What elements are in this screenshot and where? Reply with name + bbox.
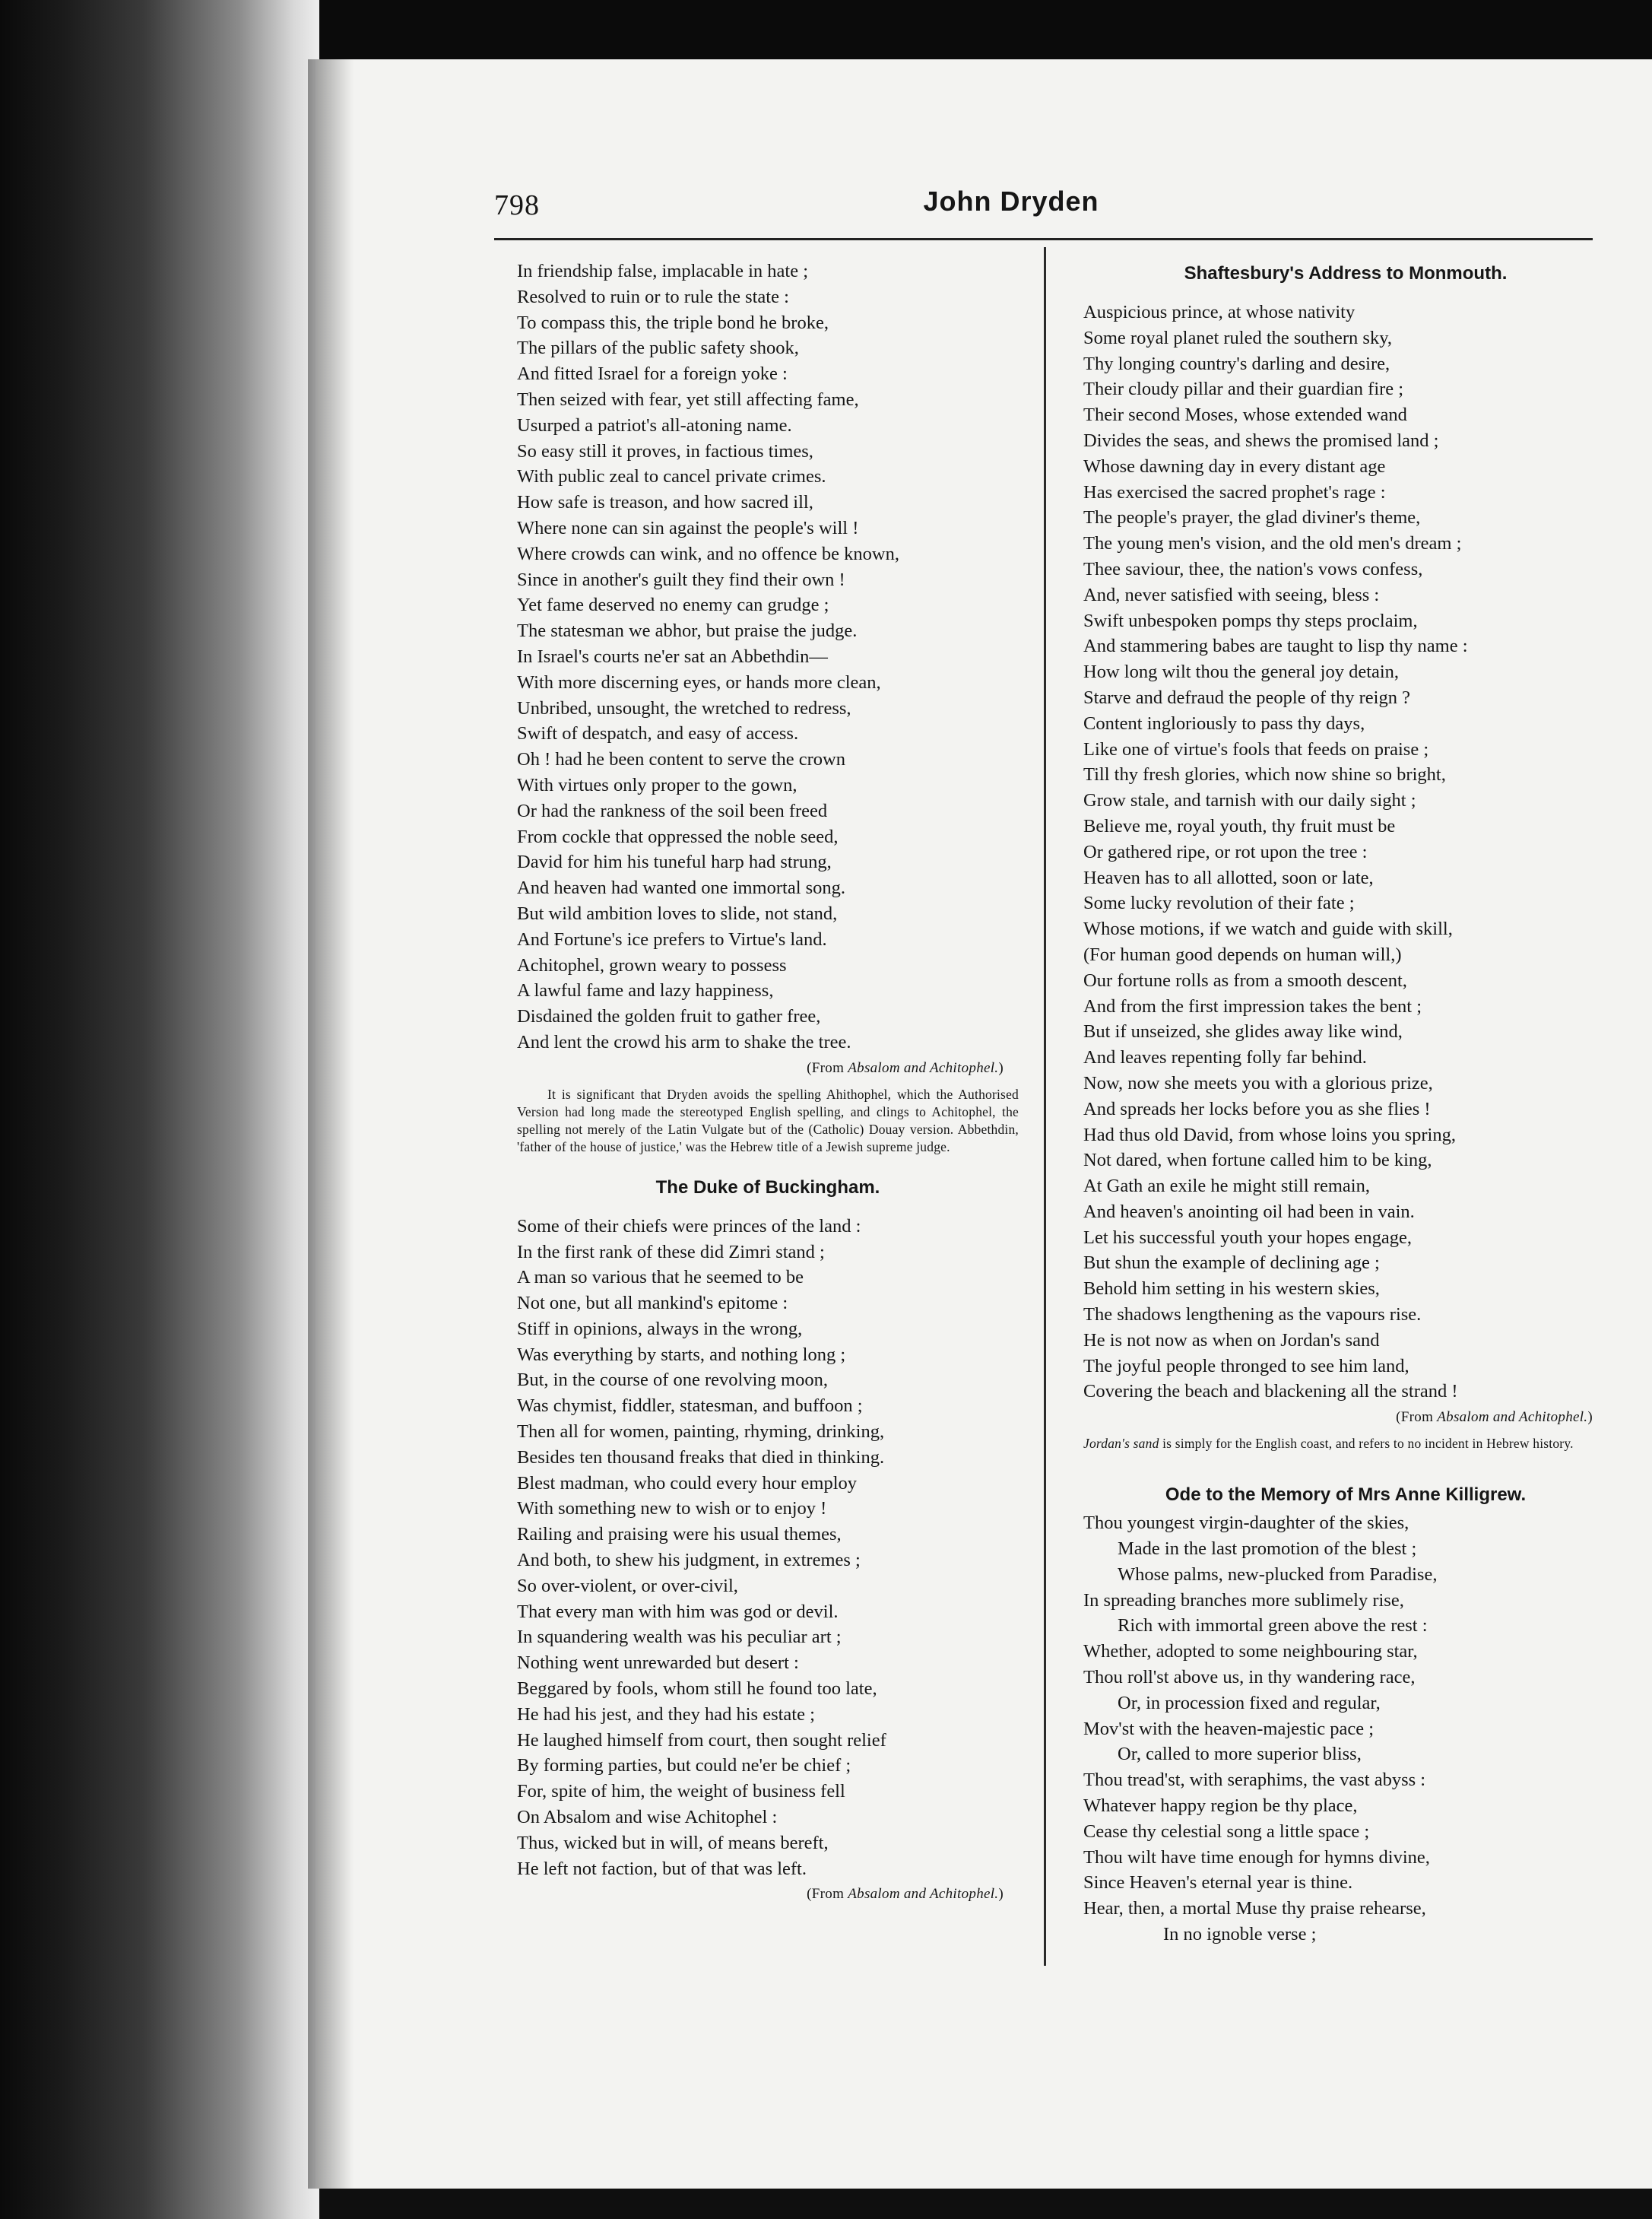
left-column <box>517 259 1019 1907</box>
footnote <box>1083 1435 1608 1452</box>
verse-line: With more discerning eyes, or hands more clean, <box>517 671 881 693</box>
verse-line: Besides ten thousand freaks that died in thinking. <box>517 1446 885 1468</box>
verse-line: Has exercised the sacred prophet's rage : <box>1083 481 1386 503</box>
verse-line: The shadows lengthening as the vapours rise. <box>1083 1304 1422 1325</box>
footnote <box>517 1086 1019 1156</box>
verse-line: Swift of despatch, and easy of access. <box>517 723 799 744</box>
verse-line: Railing and praising were his usual themes, <box>517 1524 842 1545</box>
verse-line: Or gathered ripe, or rot upon the tree : <box>1083 841 1368 862</box>
verse-line: And heaven had wanted one immortal song. <box>517 878 846 899</box>
verse-line: He left not faction, but of that was left. <box>517 1858 807 1879</box>
verse-line: Not one, but all mankind's epitome : <box>517 1293 788 1314</box>
verse-line: Whose palms, new-plucked from Paradise, <box>1118 1563 1438 1585</box>
column-divider <box>1044 247 1046 1966</box>
verse-line: Some of their chiefs were princes of the land : <box>517 1215 861 1236</box>
poem-source <box>517 1056 1019 1081</box>
verse-line: Stiff in opinions, always in the wrong, <box>517 1318 803 1339</box>
verse-line: Rich with immortal green above the rest : <box>1118 1615 1428 1636</box>
verse-line: Thou wilt have time enough for hymns divine, <box>1083 1846 1430 1868</box>
verse-line: A man so various that he seemed to be <box>517 1267 804 1288</box>
verse-line: By forming parties, but could ne'er be chief ; <box>517 1755 851 1776</box>
verse-line: And leaves repenting folly far behind. <box>1083 1047 1367 1068</box>
verse-line: Thou roll'st above us, in thy wandering race, <box>1083 1667 1416 1688</box>
verse-line: With something new to wish or to enjoy ! <box>517 1498 827 1519</box>
verse-line: The statesman we abhor, but praise the judge. <box>517 621 858 642</box>
poem-title: Shaftesbury's Address to Monmouth. <box>1184 263 1508 284</box>
verse-line: Was everything by starts, and nothing long ; <box>517 1344 846 1365</box>
verse-line: Thou tread'st, with seraphims, the vast abyss : <box>1083 1770 1426 1791</box>
source-prefix: (From <box>807 1059 845 1076</box>
verse-line: Where none can sin against the people's will ! <box>517 517 859 538</box>
verse-line: And stammering babes are taught to lisp thy name : <box>1083 636 1468 657</box>
verse-line: How safe is treason, and how sacred ill, <box>517 492 813 513</box>
verse-line: From cockle that oppressed the noble seed, <box>517 826 839 847</box>
verse-line: Or, called to more superior bliss, <box>1118 1744 1362 1765</box>
verse-line: Since Heaven's eternal year is thine. <box>1083 1872 1353 1894</box>
verse-line: But wild ambition loves to slide, not stand, <box>517 903 838 924</box>
verse-line: Then seized with fear, yet still affecting fame, <box>517 389 859 410</box>
verse-line: Then all for women, painting, rhyming, drinking, <box>517 1421 885 1443</box>
verse-line: In the first rank of these did Zimri stand ; <box>517 1241 825 1262</box>
verse-line: Hear, then, a mortal Muse thy praise rehearse, <box>1083 1898 1426 1919</box>
poem-buckingham <box>517 1214 1019 1882</box>
verse-line: At Gath an exile he might still remain, <box>1083 1176 1370 1197</box>
verse-line: Where crowds can wink, and no offence be known, <box>517 543 899 564</box>
verse-line: Beggared by fools, whom still he found too late, <box>517 1678 877 1700</box>
verse-line: And Fortune's ice prefers to Virtue's land. <box>517 929 827 950</box>
gutter-shadow <box>308 59 354 2189</box>
verse-line: In friendship false, implacable in hate ; <box>517 261 809 281</box>
verse-line: Covering the beach and blackening all the strand ! <box>1083 1381 1458 1402</box>
verse-line: But, in the course of one revolving moon, <box>517 1370 828 1391</box>
verse-line: Whether, adopted to some neighbouring star, <box>1083 1641 1418 1662</box>
verse-line: He had his jest, and they had his estate ; <box>517 1703 815 1725</box>
verse-line: Now, now she meets you with a glorious prize, <box>1083 1072 1433 1094</box>
verse-line: (For human good depends on human will,) <box>1083 944 1402 965</box>
verse-line: Resolved to ruin or to rule the state : <box>517 286 789 307</box>
verse-line: How long wilt thou the general joy detain, <box>1083 662 1400 683</box>
source-suffix: ) <box>998 1059 1004 1076</box>
verse-line: Thus, wicked but in will, of means bereft, <box>517 1832 829 1853</box>
verse-line: And spreads her locks before you as she flies ! <box>1083 1098 1431 1119</box>
verse-line: Like one of virtue's fools that feeds on praise ; <box>1083 738 1429 760</box>
poem-source <box>517 1881 1019 1907</box>
verse-line: Disdained the golden fruit to gather free, <box>517 1006 821 1027</box>
verse-line: And, never satisfied with seeing, bless : <box>1083 584 1380 605</box>
verse-line: David for him his tuneful harp had strung, <box>517 852 832 873</box>
verse-line: For, spite of him, the weight of business fell <box>517 1781 845 1802</box>
verse-line: Had thus old David, from whose loins you spring, <box>1083 1124 1456 1145</box>
verse-line: With virtues only proper to the gown, <box>517 774 797 795</box>
verse-line: Unbribed, unsought, the wretched to redress, <box>517 697 851 719</box>
verse-line: And heaven's anointing oil had been in vain. <box>1083 1201 1415 1222</box>
verse-line: Their second Moses, whose extended wand <box>1083 405 1407 426</box>
verse-line: Some royal planet ruled the southern sky, <box>1083 327 1392 348</box>
verse-line: But shun the example of declining age ; <box>1083 1252 1380 1274</box>
source-prefix: (From <box>1396 1409 1434 1426</box>
verse-line: Thy longing country's darling and desire, <box>1083 353 1390 374</box>
verse-line: Made in the last promotion of the blest ; <box>1118 1538 1417 1560</box>
poem-shaftesbury <box>1083 300 1608 1405</box>
verse-line: Blest madman, who could every hour employ <box>517 1472 858 1494</box>
verse-line: Starve and defraud the people of thy reign ? <box>1083 687 1410 708</box>
verse-line: Content ingloriously to pass thy days, <box>1083 713 1365 734</box>
running-title: John Dryden <box>923 186 1099 217</box>
source-prefix: (From <box>807 1886 845 1903</box>
footnote-text: is simply for the English coast, and refers to no incident in Hebrew history. <box>1159 1436 1574 1452</box>
verse-line: Nothing went unrewarded but desert : <box>517 1652 799 1674</box>
footnote-text: It is significant that Dryden avoids the spelling Ahithophel, which the Authorised Version had long made the stereotyped English spelling, and clings to Achitophel, the spelling not merely of the Latin Vulgate but of the (Catholic) Douay version. Abbethdin, 'father of the house of justice,' was the Hebrew title of a Jewish supreme judge. <box>517 1086 1019 1154</box>
verse-line: Cease thy celestial song a little space ; <box>1083 1821 1370 1842</box>
poem-title: Ode to the Memory of Mrs Anne Killigrew. <box>1165 1484 1527 1506</box>
verse-line: Oh ! had he been content to serve the crown <box>517 749 845 770</box>
verse-line: And both, to shew his judgment, in extremes ; <box>517 1550 861 1571</box>
verse-line: Whatever happy region be thy place, <box>1083 1795 1358 1817</box>
verse-line: To compass this, the triple bond he broke, <box>517 312 829 333</box>
verse-line: In no ignoble verse ; <box>1163 1924 1317 1945</box>
verse-line: Some lucky revolution of their fate ; <box>1083 893 1355 914</box>
verse-line: Let his successful youth your hopes engage, <box>1083 1227 1413 1248</box>
verse-line: The young men's vision, and the old men's dream ; <box>1083 533 1462 554</box>
verse-line: Or, in procession fixed and regular, <box>1118 1692 1381 1713</box>
verse-line: He is not now as when on Jordan's sand <box>1083 1329 1380 1351</box>
verse-line: So over-violent, or over-civil, <box>517 1575 738 1596</box>
right-column <box>1083 259 1608 1948</box>
verse-line: A lawful fame and lazy happiness, <box>517 980 774 1002</box>
verse-line: Thou youngest virgin-daughter of the skies, <box>1083 1513 1409 1534</box>
verse-line: He laughed himself from court, then sought relief <box>517 1729 886 1751</box>
source-title: Absalom and Achitophel. <box>848 1886 999 1903</box>
page-number: 798 <box>494 189 540 221</box>
poem-absalom-excerpt <box>517 259 1019 1056</box>
verse-line: On Absalom and wise Achitophel : <box>517 1807 778 1828</box>
verse-line: So easy still it proves, in factious times, <box>517 440 813 462</box>
verse-line: In squandering wealth was his peculiar art ; <box>517 1627 842 1648</box>
source-suffix: ) <box>1587 1409 1593 1426</box>
poem-killigrew-ode <box>1083 1510 1608 1948</box>
verse-line: Or had the rankness of the soil been freed <box>517 800 828 821</box>
verse-line: In spreading branches more sublimely rise, <box>1083 1589 1404 1611</box>
source-title: Absalom and Achitophel. <box>1437 1409 1588 1426</box>
verse-line: Behold him setting in his western skies, <box>1083 1278 1380 1300</box>
verse-line: Usurped a patriot's all-atoning name. <box>517 414 792 436</box>
verse-line: Thee saviour, thee, the nation's vows confess, <box>1083 558 1423 579</box>
verse-line: Swift unbespoken pomps thy steps proclaim, <box>1083 610 1418 631</box>
verse-line: The joyful people thronged to see him land, <box>1083 1355 1409 1376</box>
poem-source <box>1083 1405 1608 1430</box>
verse-line: In Israel's courts ne'er sat an Abbethdin— <box>517 646 828 667</box>
verse-line: Believe me, royal youth, thy fruit must be <box>1083 815 1396 836</box>
source-suffix: ) <box>998 1886 1004 1903</box>
verse-line: Divides the seas, and shews the promised land ; <box>1083 430 1439 451</box>
scan-book-edge <box>0 0 319 2219</box>
source-title: Absalom and Achitophel. <box>848 1059 999 1076</box>
verse-line: Till thy fresh glories, which now shine so bright, <box>1083 764 1446 786</box>
verse-line: But if unseized, she glides away like wind, <box>1083 1021 1403 1043</box>
verse-line: Whose motions, if we watch and guide with skill, <box>1083 919 1453 940</box>
verse-line: Our fortune rolls as from a smooth descent, <box>1083 970 1407 991</box>
verse-line: Achitophel, grown weary to possess <box>517 954 787 976</box>
poem-title: The Duke of Buckingham. <box>655 1176 880 1198</box>
verse-line: With public zeal to cancel private crimes. <box>517 466 826 487</box>
verse-line: Their cloudy pillar and their guardian fire ; <box>1083 379 1404 400</box>
verse-line: That every man with him was god or devil. <box>517 1601 839 1622</box>
verse-line: The pillars of the public safety shook, <box>517 338 799 359</box>
verse-line: Since in another's guilt they find their own ! <box>517 569 845 590</box>
footnote-term: Jordan's sand <box>1083 1436 1159 1452</box>
verse-line: Heaven has to all allotted, soon or late, <box>1083 867 1374 888</box>
verse-line: And from the first impression takes the bent ; <box>1083 995 1422 1017</box>
verse-line: And fitted Israel for a foreign yoke : <box>517 363 788 385</box>
verse-line: Yet fame deserved no enemy can grudge ; <box>517 595 829 616</box>
verse-line: Mov'st with the heaven-majestic pace ; <box>1083 1718 1374 1739</box>
verse-line: Was chymist, fiddler, statesman, and buffoon ; <box>517 1395 863 1417</box>
verse-line: Whose dawning day in every distant age <box>1083 456 1386 477</box>
verse-line: The people's prayer, the glad diviner's theme, <box>1083 507 1421 529</box>
verse-line: Auspicious prince, at whose nativity <box>1083 302 1356 322</box>
verse-line: And lent the crowd his arm to shake the tree. <box>517 1031 851 1052</box>
verse-line: Not dared, when fortune called him to be king, <box>1083 1150 1432 1171</box>
header-rule <box>494 238 1593 240</box>
verse-line: Grow stale, and tarnish with our daily sight ; <box>1083 790 1416 811</box>
